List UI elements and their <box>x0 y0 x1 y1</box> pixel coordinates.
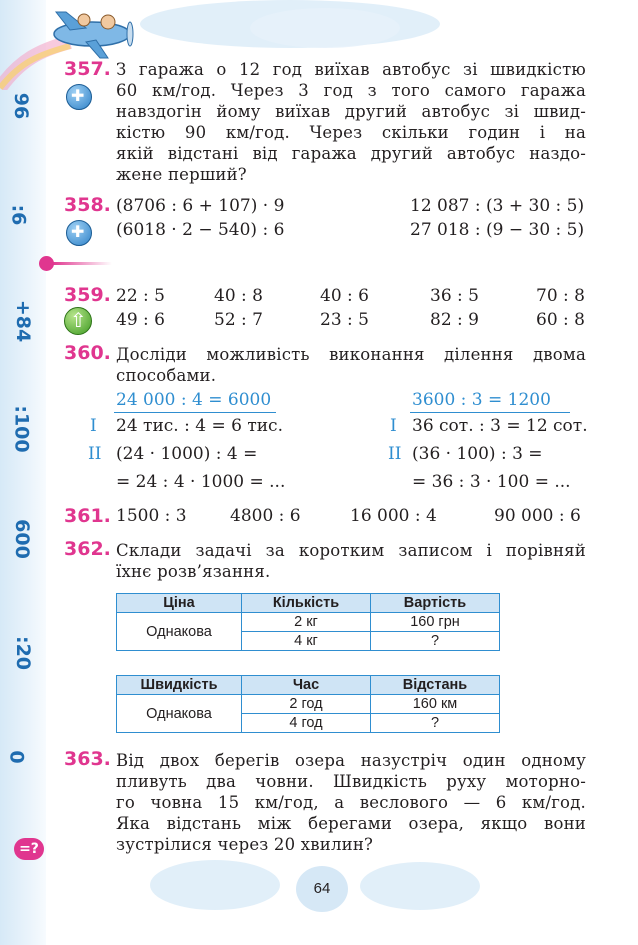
table-cell: 2 год <box>242 695 371 714</box>
bottom-cloud-right <box>360 862 480 910</box>
task-360-line: Досліди можливість виконання ділення двома <box>116 345 586 364</box>
task-357-line: навздогін йому виїхав другий автобус зі швид- <box>116 102 586 121</box>
table-header: Час <box>242 676 371 695</box>
task-357-line: кістю 90 км/год. Через скільки годин і на <box>116 123 586 142</box>
table-cell: ? <box>371 714 500 733</box>
task-number-357: 357. <box>64 58 111 80</box>
check-answer-badge: =? <box>14 838 44 860</box>
task-357-line: З гаража о 12 год виїхав автобус зі швидкістю <box>116 60 586 79</box>
expression: 4800 : 6 <box>230 506 301 526</box>
roman-numeral: I <box>390 416 397 436</box>
task-363-text <box>116 750 586 855</box>
example-line: (36 · 100) : 3 = <box>412 444 543 464</box>
margin-label: 600 <box>10 519 33 559</box>
task-362-line: їхнє розв’язання. <box>116 562 271 581</box>
task-357-line: якій відстані від гаража другий автобус наздо- <box>116 144 586 163</box>
example-header-right: 3600 : 3 = 1200 <box>412 390 551 410</box>
expression: 49 : 6 <box>116 310 165 330</box>
expression: 22 : 5 <box>116 286 165 306</box>
task-362-line: Склади задачі за коротким записом і порівняй <box>116 541 586 560</box>
table-header: Відстань <box>371 676 500 695</box>
example-underline-right <box>410 412 570 413</box>
task-362-text <box>116 540 586 582</box>
table-cell: 2 кг <box>242 613 371 632</box>
task-357-text <box>116 59 586 185</box>
table-header: Швидкість <box>117 676 242 695</box>
arrow-up-icon <box>64 307 92 335</box>
margin-label: :100 <box>10 405 33 453</box>
task-360-line: способами. <box>116 366 217 385</box>
table-header: Ціна <box>117 594 242 613</box>
expression: 1500 : 3 <box>116 506 187 526</box>
top-cloud-small <box>250 8 400 48</box>
expression: 52 : 7 <box>214 310 263 330</box>
table-cell: Однакова <box>117 613 242 651</box>
table-cell: 4 кг <box>242 632 371 651</box>
task-363-line: зустрілися через 20 хвилин? <box>116 835 374 854</box>
example-header-left: 24 000 : 4 = 6000 <box>116 390 272 410</box>
example-underline-left <box>114 412 276 413</box>
expression: 27 018 : (9 − 30 : 5) <box>410 220 585 240</box>
expression: 60 : 8 <box>536 310 585 330</box>
table-cell: Однакова <box>117 695 242 733</box>
bottom-cloud-left <box>150 860 280 910</box>
task-360-text <box>116 344 586 386</box>
expression: (8706 : 6 + 107) · 9 <box>116 196 285 216</box>
expression: 40 : 6 <box>320 286 369 306</box>
example-line: = 24 : 4 · 1000 = ... <box>116 472 286 492</box>
expression: 70 : 8 <box>536 286 585 306</box>
margin-label: +84 <box>12 299 35 343</box>
task-363-line: Яка відстань між берегами озера, якщо вони <box>116 814 586 833</box>
expression: 90 000 : 6 <box>494 506 581 526</box>
expression: (6018 · 2 − 540) : 6 <box>116 220 285 240</box>
page-number: 64 <box>313 880 331 897</box>
task-number-359: 359. <box>64 284 111 306</box>
table-cell: 4 год <box>242 714 371 733</box>
margin-label: 0 <box>5 750 28 764</box>
table-cell: ? <box>371 632 500 651</box>
puzzle-icon <box>66 84 92 110</box>
roman-numeral: I <box>90 416 97 436</box>
example-line: = 36 : 3 · 100 = ... <box>412 472 571 492</box>
expression: 36 : 5 <box>430 286 479 306</box>
expression: 40 : 8 <box>214 286 263 306</box>
margin-label: 96 <box>10 92 33 120</box>
expression: 82 : 9 <box>430 310 479 330</box>
expression: 23 : 5 <box>320 310 369 330</box>
table-cell: 160 грн <box>371 613 500 632</box>
left-margin-band <box>0 0 46 945</box>
task-number-363: 363. <box>64 748 111 770</box>
short-record-table-price <box>116 593 500 651</box>
example-line: 36 сот. : 3 = 12 сот. <box>412 416 588 436</box>
example-line: 24 тис. : 4 = 6 тис. <box>116 416 283 436</box>
table-cell: 160 км <box>371 695 500 714</box>
task-number-358: 358. <box>64 194 111 216</box>
task-363-line: го човна 15 км/год, а веслового — 6 км/год. <box>116 793 586 812</box>
margin-label: :6 <box>7 204 30 226</box>
roman-numeral: II <box>388 444 402 464</box>
task-357-line: жене перший? <box>116 165 247 184</box>
table-header: Кількість <box>242 594 371 613</box>
task-363-line: Від двох берегів озера назустріч один одному <box>116 751 586 770</box>
task-363-line: пливуть два човни. Швидкість руху моторно- <box>116 772 586 791</box>
task-number-362: 362. <box>64 538 111 560</box>
task-number-360: 360. <box>64 342 111 364</box>
expression: 16 000 : 4 <box>350 506 437 526</box>
roman-numeral: II <box>88 444 102 464</box>
puzzle-icon <box>66 220 92 246</box>
bookmark-line <box>52 262 112 265</box>
margin-label: :20 <box>12 635 35 671</box>
task-357-line: 60 км/год. Через 3 год з того самого гаража <box>116 81 586 100</box>
short-record-table-speed <box>116 675 500 733</box>
table-header: Вартість <box>371 594 500 613</box>
example-line: (24 · 1000) : 4 = <box>116 444 258 464</box>
expression: 12 087 : (3 + 30 : 5) <box>410 196 585 216</box>
task-number-361: 361. <box>64 505 111 527</box>
